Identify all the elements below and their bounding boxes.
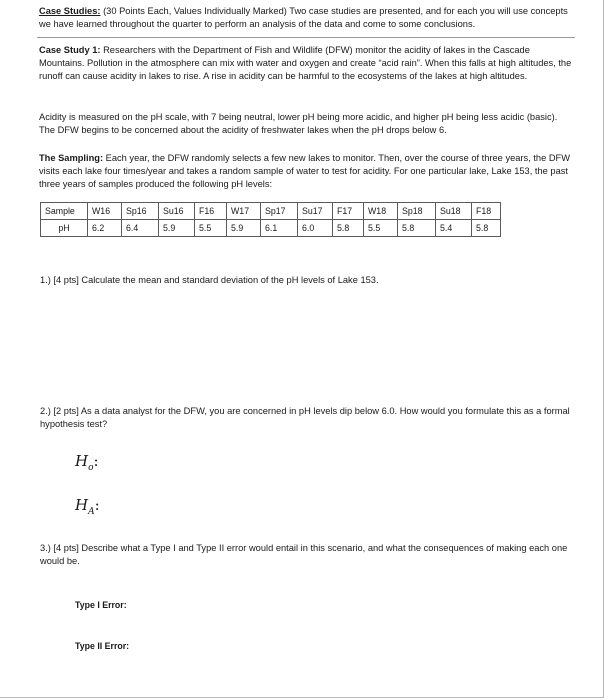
sampling-label: The Sampling: bbox=[39, 153, 104, 163]
alternative-hypothesis-label: $H_A$: bbox=[75, 496, 100, 517]
question-2-number: 2.) bbox=[40, 406, 51, 416]
question-3 bbox=[40, 542, 574, 568]
sample-cell: W16 bbox=[88, 203, 122, 220]
case-studies-header bbox=[39, 5, 575, 31]
case-study-1-text: Researchers with the Department of Fish and Wildlife (DFW) monitor the acidity of lakes in the Cascade Mountains. Pollution in the atmosphere can mix with water and oxygen and create “acid rain”. When this falls at high altitudes, the runoff can cause acidity in lakes to rise. A rise in acidity can be harmful to the ecosystems of the lakes at high altitudes. bbox=[39, 45, 572, 81]
sample-cell: W17 bbox=[227, 203, 261, 220]
ph-cell: 5.8 bbox=[398, 220, 436, 237]
header-divider bbox=[37, 37, 575, 38]
acidity-text: Acidity is measured on the pH scale, with 7 being neutral, lower pH being more acidic, and higher pH being less acidic (basic). The DFW begins to be concerned about the acidity of freshwater lakes when the pH drops below 6. bbox=[39, 112, 558, 135]
acidity-paragraph bbox=[39, 111, 573, 137]
ph-cell: 5.9 bbox=[227, 220, 261, 237]
question-1 bbox=[40, 274, 574, 287]
ph-cell: 5.4 bbox=[436, 220, 472, 237]
ph-cell: 5.8 bbox=[333, 220, 364, 237]
ph-row-label: pH bbox=[41, 220, 88, 237]
ph-samples-table bbox=[40, 202, 501, 237]
ph-cell: 5.9 bbox=[159, 220, 195, 237]
question-1-text: [4 pts] Calculate the mean and standard deviation of the pH levels of Lake 153. bbox=[53, 275, 379, 285]
ph-cell: 6.1 bbox=[261, 220, 298, 237]
case-study-1-paragraph bbox=[39, 44, 573, 83]
ph-cell: 5.5 bbox=[364, 220, 398, 237]
question-2-text: [2 pts] As a data analyst for the DFW, you are concerned in pH levels dip below 6.0. How would you formulate this as a formal hypothesis test? bbox=[40, 406, 570, 429]
type-1-error-label: Type I Error: bbox=[75, 600, 127, 610]
ph-cell: 6.4 bbox=[122, 220, 159, 237]
ph-cell: 5.8 bbox=[472, 220, 501, 237]
sample-header-row bbox=[41, 203, 501, 220]
sample-row-label: Sample bbox=[41, 203, 88, 220]
ph-cell: 6.0 bbox=[298, 220, 333, 237]
case-study-1-label: Case Study 1: bbox=[39, 45, 101, 55]
question-2 bbox=[40, 405, 574, 431]
question-1-number: 1.) bbox=[40, 275, 51, 285]
case-studies-title: Case Studies: bbox=[39, 6, 101, 16]
question-3-number: 3.) bbox=[40, 543, 51, 553]
sample-cell: F18 bbox=[472, 203, 501, 220]
sample-cell: Su17 bbox=[298, 203, 333, 220]
sample-cell: W18 bbox=[364, 203, 398, 220]
case-studies-intro: (30 Points Each, Values Individually Marked) Two case studies are presented, and for each you will use concepts we have learned throughout the quarter to perform an analysis of the data and come to some conclusions. bbox=[39, 6, 568, 29]
sample-cell: Su16 bbox=[159, 203, 195, 220]
ph-row bbox=[41, 220, 501, 237]
sample-cell: Sp17 bbox=[261, 203, 298, 220]
sampling-text: Each year, the DFW randomly selects a few new lakes to monitor. Then, over the course of three years, the DFW visits each lake four times/year and takes a random sample of water to test for acidity. For one particular lake, Lake 153, the past three years of samples produced the following pH levels: bbox=[39, 153, 571, 189]
sample-cell: Sp16 bbox=[122, 203, 159, 220]
type-2-error-label: Type II Error: bbox=[75, 641, 130, 651]
null-hypothesis-label: $H_o$: bbox=[75, 452, 99, 473]
ph-cell: 6.2 bbox=[88, 220, 122, 237]
sampling-paragraph bbox=[39, 152, 573, 191]
sample-cell: Sp18 bbox=[398, 203, 436, 220]
ph-cell: 5.5 bbox=[195, 220, 227, 237]
sample-cell: F17 bbox=[333, 203, 364, 220]
sample-cell: Su18 bbox=[436, 203, 472, 220]
question-3-text: [4 pts] Describe what a Type I and Type II error would entail in this scenario, and what the consequences of making each one would be. bbox=[40, 543, 568, 566]
sample-cell: F16 bbox=[195, 203, 227, 220]
